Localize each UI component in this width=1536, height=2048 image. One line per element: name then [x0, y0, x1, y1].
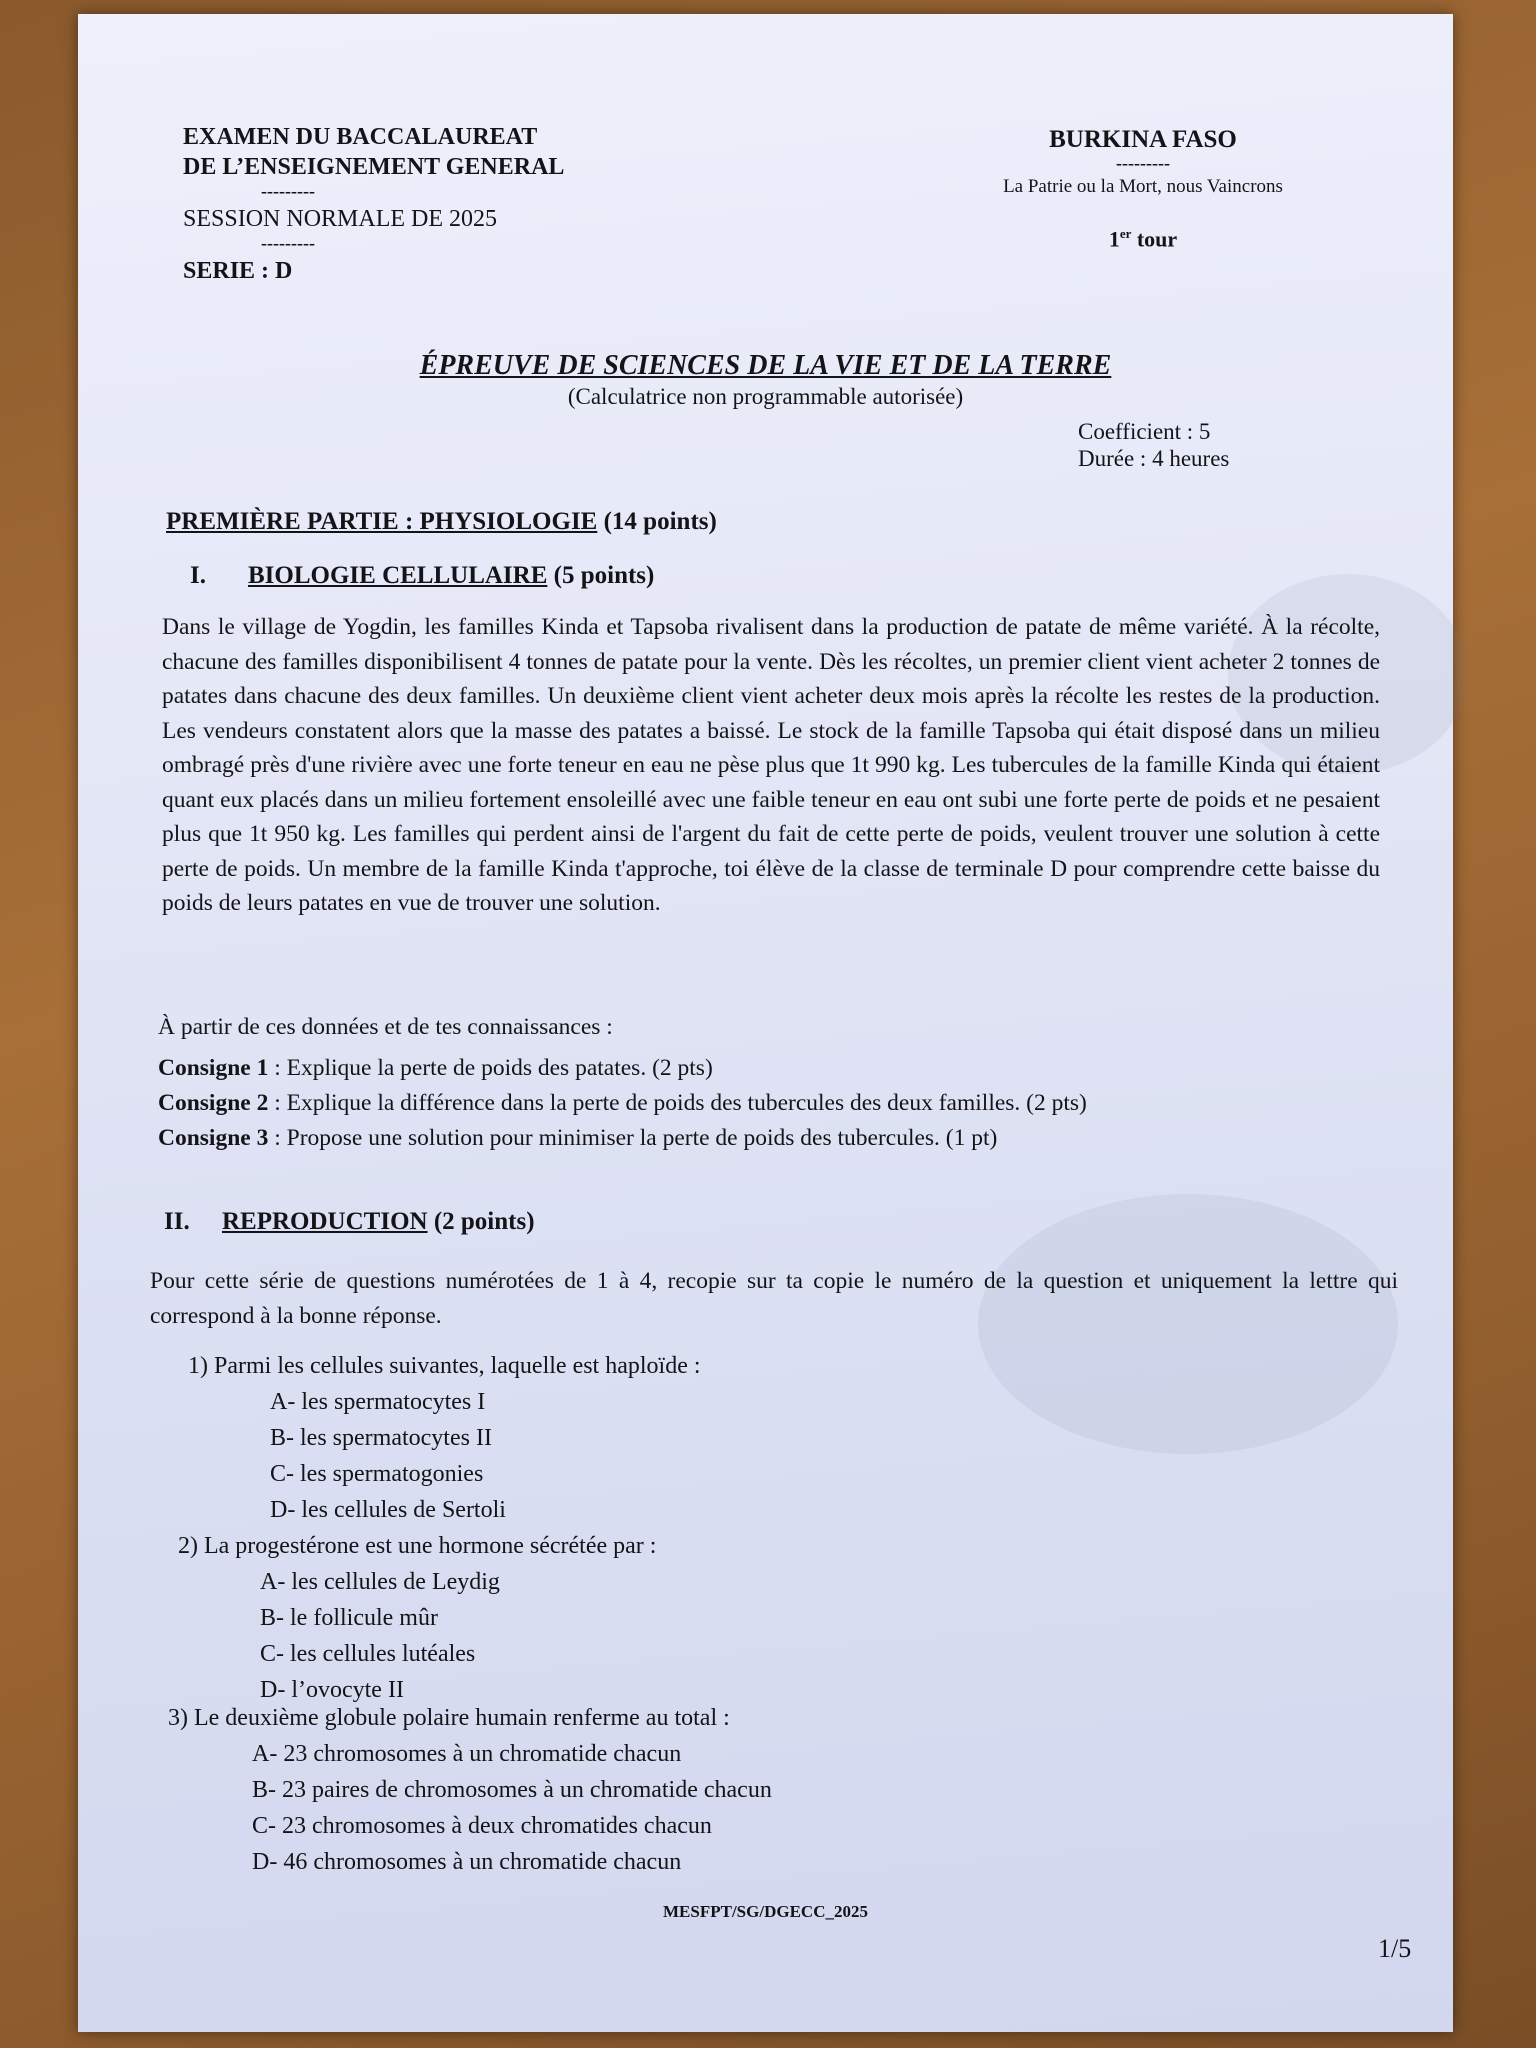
exam-subject-title: ÉPREUVE DE SCIENCES DE LA VIE ET DE LA TERRE	[419, 350, 1112, 381]
option: D- l’ovocyte II	[260, 1677, 404, 1703]
option: C- 23 chromosomes à deux chromatides chacun	[252, 1813, 712, 1839]
part-title: PREMIÈRE PARTIE : PHYSIOLOGIE	[166, 508, 598, 535]
tour-number: 1	[1108, 226, 1120, 252]
section-title: BIOLOGIE CELLULAIRE	[248, 562, 548, 589]
national-motto: La Patrie ou la Mort, nous Vaincrons	[1003, 176, 1283, 197]
separator: ---------	[261, 233, 315, 253]
calculator-note: (Calculatrice non programmable autorisée)	[567, 384, 964, 409]
consigne-label: Consigne 2	[158, 1090, 269, 1116]
option: B- les spermatocytes II	[270, 1425, 492, 1451]
section-number: II.	[164, 1208, 190, 1235]
section-text: Dans le village de Yogdin, les familles Kinda et Tapsoba rivalisent dans la production de patate de même variété. À la récolte, chacune des familles disponibilisent 4 tonnes de patate pour la vente. Dès les récoltes, un premier client vient acheter 2 tonnes de patates dans chacune des deux familles. Un deuxième client vient acheter deux mois après la récolte les restes de la production. Les vendeurs constatent alors que la masse des patates a baissé. Le stock de la famille Tapsoba qui était disposé dans un milieu ombragé près d'une rivière avec une forte teneur en eau ne pèse plus que 1t 990 kg. Les tubercules de la famille Kinda qui étaient quant eux placés dans un milieu fortement ensoleillé avec une faible teneur en eau ont subi une forte perte de poids et ne pesaient plus que 1t 950 kg. Les familles qui perdent ainsi de l'argent du fait de cette perte de poids, veulent trouver une solution à cette perte de poids. Un membre de la famille Kinda t'approche, toi élève de la classe de terminale D pour comprendre cette baisse du poids de leurs patates en vue de trouver une solution.	[162, 614, 1380, 916]
section-heading	[164, 1208, 535, 1236]
question-1	[188, 1348, 701, 1528]
section-heading	[190, 562, 654, 590]
question-text: 1) Parmi les cellules suivantes, laquelle est haploïde :	[188, 1353, 701, 1379]
duration: Durée : 4 heures	[1078, 446, 1230, 471]
consigne-2	[158, 1086, 1388, 1121]
question-text: 2) La progestérone est une hormone sécrétée par :	[178, 1533, 657, 1559]
consigne-1	[158, 1051, 1388, 1086]
coefficient: Coefficient : 5	[1078, 419, 1211, 444]
section-number: I.	[190, 562, 206, 589]
consigne-text: : Explique la différence dans la perte de poids des tubercules des deux familles. (2 pts)	[268, 1090, 1087, 1116]
option: C- les spermatogonies	[270, 1461, 484, 1487]
option: A- 23 chromosomes à un chromatide chacun	[252, 1741, 682, 1767]
section-title: REPRODUCTION	[222, 1208, 428, 1235]
question-3	[168, 1700, 772, 1880]
country-name: BURKINA FASO	[1049, 126, 1237, 153]
part-points: (14 points)	[597, 508, 717, 535]
option: C- les cellules lutéales	[260, 1641, 476, 1667]
exam-header-right	[958, 126, 1328, 252]
consigne-text: : Explique la perte de poids des patates. (2 pts)	[268, 1055, 713, 1081]
question-2	[178, 1528, 656, 1708]
section-points: (5 points)	[547, 562, 655, 589]
section-points: (2 points)	[427, 1208, 535, 1235]
consigne-label: Consigne 3	[158, 1125, 269, 1151]
option: D- 46 chromosomes à un chromatide chacun	[252, 1849, 682, 1875]
question-text: 3) Le deuxième globule polaire humain renferme au total :	[168, 1705, 730, 1731]
separator: ---------	[1116, 153, 1170, 173]
consigne-label: Consigne 1	[158, 1055, 269, 1081]
instructions-intro: À partir de ces données et de tes connaissances :	[158, 1014, 613, 1040]
section-intro: Pour cette série de questions numérotées de 1 à 4, recopie sur ta copie le numéro de la question et uniquement la lettre qui correspond à la bonne réponse.	[150, 1268, 1398, 1329]
option: A- les cellules de Leydig	[260, 1569, 500, 1595]
document-reference: MESFPT/SG/DGECC_2025	[663, 1902, 868, 1921]
exam-header-left	[183, 122, 564, 286]
tour-label	[958, 226, 1328, 252]
session-label: SESSION NORMALE DE 2025	[183, 206, 498, 232]
consigne-text: : Propose une solution pour minimiser la perte de poids des tubercules. (1 pt)	[268, 1125, 998, 1151]
option: B- le follicule mûr	[260, 1605, 438, 1631]
part-heading	[166, 508, 717, 536]
page-number: 1/5	[1378, 1934, 1412, 1963]
consigne-3	[158, 1121, 1388, 1156]
option: A- les spermatocytes I	[270, 1389, 486, 1415]
option: B- 23 paires de chromosomes à un chromatide chacun	[252, 1777, 772, 1803]
tour-superscript: er	[1119, 226, 1132, 241]
exam-page	[78, 14, 1453, 2032]
serie-label: SERIE : D	[183, 258, 293, 284]
exam-title-line2: DE L’ENSEIGNEMENT GENERAL	[183, 154, 565, 180]
exam-title-line1: EXAMEN DU BACCALAUREAT	[183, 124, 538, 150]
instructions	[158, 1010, 1388, 1156]
tour-word: tour	[1131, 226, 1178, 252]
option: D- les cellules de Sertoli	[270, 1497, 506, 1523]
coefficient-duration	[1078, 418, 1229, 472]
separator: ---------	[261, 181, 315, 201]
